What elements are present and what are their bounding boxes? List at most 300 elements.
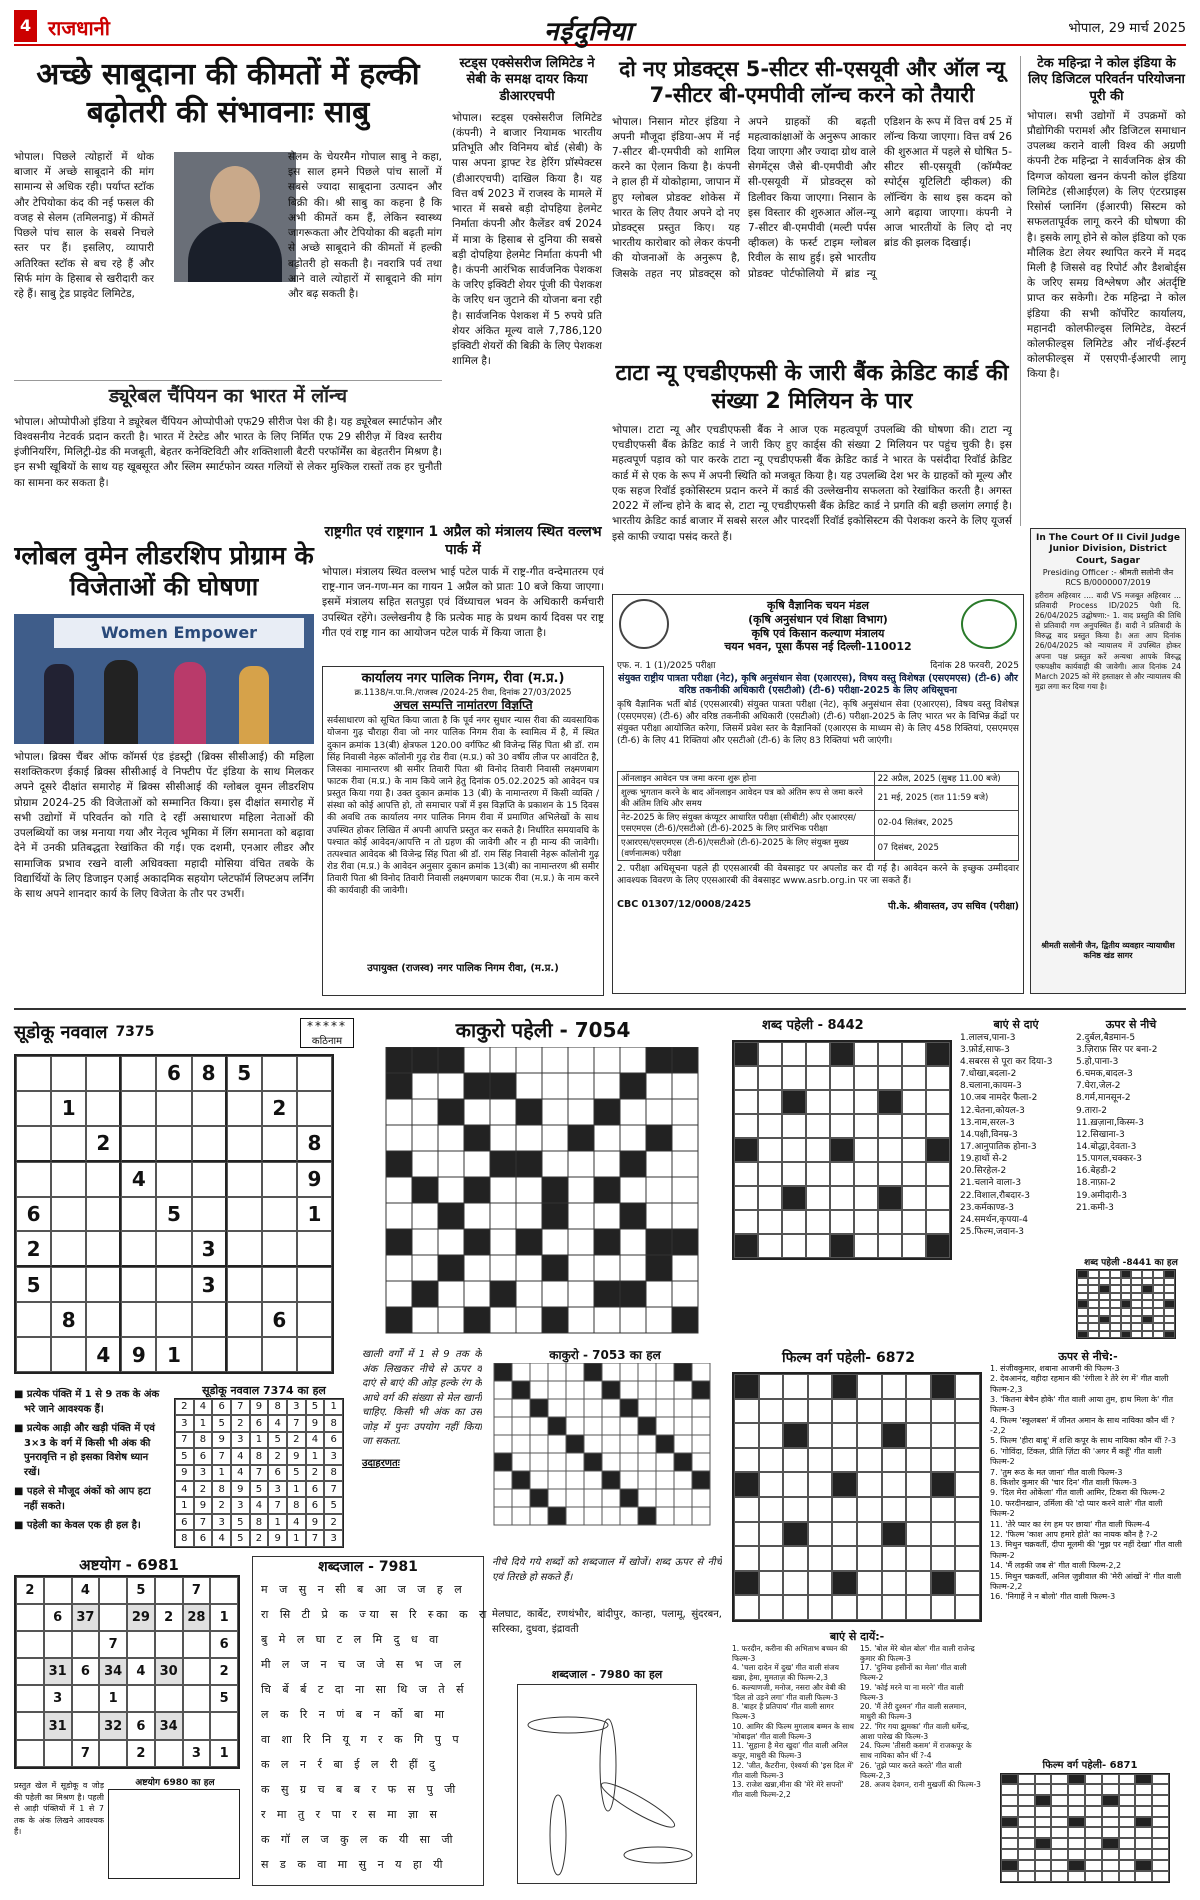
- kakuro-cell: [386, 1281, 412, 1307]
- film-cell: [832, 1399, 857, 1424]
- kakuro-cell: [386, 1125, 412, 1151]
- sudoku-cell: [86, 1056, 121, 1091]
- film-sol-cell: [1068, 1817, 1085, 1828]
- kakuro-cell: [594, 1255, 620, 1281]
- shabdjal-words: मेलघाट, कार्बेट, रणथंभौर, बांदीपुर, कान्हा, पलामू, सुंदरबन, सरिस्का, दुधवा, इंद्रावती: [492, 1609, 722, 1635]
- notice-sign: उपायुक्त (राजस्व) नगर पालिक निगम रीवा, (म.प्र.): [367, 963, 559, 975]
- kakuro-sol-cell: [692, 1363, 710, 1381]
- shabd-sol-cell: [1077, 1323, 1088, 1331]
- film-sol-cell: [1035, 1806, 1052, 1817]
- film-sol-cell: [1102, 1806, 1119, 1817]
- ashtayog-cell: 1: [99, 1685, 127, 1712]
- kakuro-sol-cell: [620, 1453, 638, 1471]
- sudoku-sol-cell: 7: [194, 1514, 213, 1530]
- kakuro-cell: [412, 1307, 438, 1333]
- notice-ref: क्र.1138/न.पा.नि./राजस्व /2024-25 रीवा, दिनांक 27/03/2025: [354, 688, 572, 699]
- film-cell: [882, 1423, 907, 1448]
- film-sol-cell: [1001, 1817, 1018, 1828]
- film-cell: [955, 1546, 980, 1571]
- shabd-sol-cell: [1099, 1270, 1110, 1278]
- sudoku-cell: [227, 1302, 262, 1337]
- film-sol-cell: [1085, 1849, 1102, 1860]
- film-cell: [955, 1522, 980, 1547]
- shabd-sol-cell: [1099, 1316, 1110, 1324]
- kakuro-block: [464, 1229, 490, 1255]
- shabd-cell: [854, 1210, 878, 1234]
- kakuro-block: [438, 1047, 464, 1073]
- film-sol-grid: [1000, 1773, 1170, 1883]
- film-cell: [955, 1423, 980, 1448]
- film-sol-cell: [1119, 1860, 1136, 1871]
- film-cell: [734, 1522, 759, 1547]
- kakuro-cell: [672, 1177, 698, 1203]
- ashtayog-cell: 31: [44, 1712, 72, 1739]
- film-sol-cell: [1001, 1860, 1018, 1871]
- film-cell: [832, 1472, 857, 1497]
- film-sol-cell: [1085, 1784, 1102, 1795]
- clue-item: 10. फरदीनखान, उर्मिला की 'दो प्यार करने वाले' गीत वाली फिल्म-2: [990, 1498, 1163, 1519]
- shabd-sol-cell: [1142, 1285, 1153, 1293]
- film-sol-cell: [1068, 1849, 1085, 1860]
- shabd-sol-cell: [1142, 1278, 1153, 1286]
- sudoku-sol-cell: 3: [194, 1465, 213, 1481]
- clue-item: 19.हाथों से-2: [960, 1154, 1008, 1165]
- kakuro-sol-cell: [584, 1489, 602, 1507]
- film-sol-cell: [1035, 1817, 1052, 1828]
- film-down-clues: [990, 1350, 1186, 1603]
- sudoku-cell: [227, 1267, 262, 1302]
- film-cell: [857, 1571, 882, 1596]
- sudoku-cell: 6: [156, 1056, 191, 1091]
- kakuro-block: [594, 1229, 620, 1255]
- sudoku-cell: [121, 1197, 156, 1232]
- notice-court: [1030, 528, 1186, 994]
- kakuro-cell: [542, 1281, 568, 1307]
- sudoku-cell: 2: [86, 1126, 121, 1162]
- shabd-cell: [758, 1186, 782, 1210]
- shabd-cell: [878, 1138, 902, 1162]
- court-case: RCS B/0000007/2019: [1065, 577, 1151, 587]
- sudoku-cell: [86, 1302, 121, 1337]
- sudoku-sol-cell: 9: [194, 1497, 213, 1513]
- sudoku-cell: [156, 1091, 191, 1126]
- shabd-sol-cell: [1131, 1278, 1142, 1286]
- film-sol-cell: [1085, 1806, 1102, 1817]
- sudoku-sol-cell: 4: [250, 1497, 269, 1513]
- kakuro-sol-cell: [494, 1489, 512, 1507]
- kakuro-sol-cell: [674, 1381, 692, 1399]
- clue-item: 16. 'निगाहें ने न बोलो' गीत वाली फिल्म-3: [990, 1592, 1116, 1602]
- shabd-cell: [782, 1066, 806, 1090]
- shabd-sol-cell: [1131, 1300, 1142, 1308]
- shabd-sol-cell: [1131, 1316, 1142, 1324]
- kakuro-cell: [412, 1151, 438, 1177]
- sudoku-sol-cell: 6: [250, 1415, 269, 1431]
- sudoku-cell: 3: [192, 1267, 227, 1302]
- shabd-cell: [806, 1066, 830, 1090]
- sudoku-cell: 3: [192, 1231, 227, 1267]
- kakuro-cell: [620, 1099, 646, 1125]
- kakuro-sol-cell: [638, 1453, 656, 1471]
- kakuro-cell: [568, 1073, 594, 1099]
- sudoku-cell: [262, 1267, 297, 1302]
- sudoku-sol-cell: 8: [250, 1514, 269, 1530]
- sudoku-sol-cell: 1: [268, 1514, 287, 1530]
- kakuro-sol-cell: [530, 1507, 548, 1525]
- sudoku-cell: [297, 1231, 332, 1267]
- kakuro-cell: [516, 1307, 542, 1333]
- kakuro-sol-cell: [512, 1489, 530, 1507]
- kakuro-block: [594, 1281, 620, 1307]
- kakuro-block: [594, 1177, 620, 1203]
- sabu-body-col1: भोपाल। पिछले त्योहारों में थोक बाजार में अच्छे साबूदाने की मांग सामान्य से अधिक रही। पर्याप्त स्टॉक और टेपियोका कंद की नई फसल की वजह से सेलम (तमिलनाडु) में कीमतें पिछले पांच साल के सबसे निचले स्तर पर हैं। इसलिए, व्यापारी अतिरिक्त स्टॉक से बच रहे हैं और सिर्फ मांग के हिसाब से खरीदारी कर रहे हैं। साबु ट्रेड प्राइवेट लिमिटेड,: [14, 151, 154, 300]
- sudoku-cell: [51, 1126, 86, 1162]
- shabd-cell: [830, 1234, 854, 1258]
- ashtayog-cell: [44, 1631, 72, 1658]
- clue-item: 3.ज़िराफ़ सिर पर बना-2: [1076, 1044, 1158, 1055]
- film-sol-cell: [1018, 1849, 1035, 1860]
- shabd-cell: [734, 1186, 758, 1210]
- kakuro-sol-cell: [566, 1471, 584, 1489]
- film-cell: [906, 1374, 931, 1399]
- shabd-cell: [902, 1066, 926, 1090]
- film-cell: [759, 1423, 784, 1448]
- shabd-cell: [926, 1210, 950, 1234]
- sudoku-sol-cell: 2: [268, 1448, 287, 1464]
- film-cell: [734, 1399, 759, 1424]
- ashtayog-cell: 2: [127, 1740, 155, 1767]
- clue-item: 7.धोखा,बदला-2: [960, 1069, 1017, 1080]
- kakuro-sol-cell: [584, 1363, 602, 1381]
- film-cell: [955, 1399, 980, 1424]
- sudoku-sol-cell: 8: [250, 1448, 269, 1464]
- shabd-cell: [878, 1162, 902, 1186]
- shabd-sol-cell: [1121, 1293, 1132, 1301]
- kakuro-sol-cell: [656, 1435, 674, 1453]
- sudoku-sol-cell: 9: [287, 1448, 306, 1464]
- kakuro-cell: [672, 1281, 698, 1307]
- ashtayog-cell: 2: [155, 1604, 183, 1631]
- sudoku-cell: 5: [227, 1056, 262, 1091]
- clue-item: 20. 'मैं तेरी दुश्मन' गीत वाली सलमान, माधुरी की फिल्म-3: [860, 1702, 967, 1721]
- film-cell: [906, 1423, 931, 1448]
- shabd-sol-cell: [1088, 1316, 1099, 1324]
- sudoku-sol-cell: 9: [250, 1399, 269, 1415]
- clue-item: 8. किशोर कुमार की 'चार दिन' गीत वाली फिल्म-3: [990, 1478, 1137, 1488]
- clue-item: 15.पागल,चक्कर-3: [1076, 1154, 1142, 1165]
- film-cell: [759, 1399, 784, 1424]
- kakuro-sol-cell: [674, 1489, 692, 1507]
- sudoku-cell: [51, 1337, 86, 1372]
- kakuro-sol-cell: [530, 1399, 548, 1417]
- kakuro-block: [568, 1125, 594, 1151]
- clue-item: 5. फिल्म 'हीरा बाबू' में शशि कपूर के साथ नायिका कौन थीं ?-3: [990, 1436, 1177, 1446]
- kakuro-block: [620, 1281, 646, 1307]
- shabd-sol-cell: [1153, 1285, 1164, 1293]
- film-sol-cell: [1102, 1817, 1119, 1828]
- sudoku-cell: [227, 1162, 262, 1197]
- shabd-cell: [830, 1066, 854, 1090]
- clue-item: 23.कर्मकाण्ड-3: [960, 1202, 1014, 1213]
- film-sol-cell: [1085, 1795, 1102, 1806]
- film-cell: [808, 1374, 833, 1399]
- kakuro-grid: [362, 1047, 724, 1337]
- kakuro-sol-cell: [692, 1489, 710, 1507]
- sudoku-cell: [297, 1337, 332, 1372]
- shabd-title: शब्द पहेली - 8442: [762, 1018, 864, 1033]
- kakuro-title: काकुरो पहेली - 7054: [455, 1018, 631, 1042]
- kakuro-cell: [594, 1073, 620, 1099]
- sudoku-sol-cell: 8: [287, 1497, 306, 1513]
- sudoku-cell: [121, 1126, 156, 1162]
- shabd-cell: [758, 1234, 782, 1258]
- table-cell: शुल्क भुगतान करने के बाद ऑनलाइन आवेदन पत्र को अंतिम रूप से जमा करने की अंतिम तिथि और समय: [618, 785, 875, 810]
- ashtayog-cell: [44, 1740, 72, 1767]
- kakuro-sol-cell: [512, 1381, 530, 1399]
- clue-item: 21.कमी-3: [1076, 1202, 1114, 1213]
- film-sol-cell: [1119, 1838, 1136, 1849]
- shabd-cell: [878, 1234, 902, 1258]
- clue-item: 1.लालच,पाना-3: [960, 1032, 1016, 1043]
- shabdjal-row: मी ल ज न च ज जे स भ ज ल: [261, 1657, 466, 1671]
- sudoku-cell: [121, 1302, 156, 1337]
- kakuro-sol-cell: [548, 1453, 566, 1471]
- shabd-sol-cell: [1077, 1270, 1088, 1278]
- shabd-sol-cell: [1077, 1285, 1088, 1293]
- sudoku-sol-cell: 1: [287, 1530, 306, 1546]
- kakuro-sol-cell: [566, 1453, 584, 1471]
- kakuro-sol-cell: [566, 1399, 584, 1417]
- shabd-cell: [806, 1210, 830, 1234]
- ashtayog-cell: [72, 1712, 100, 1739]
- film-left-h: बाएं से दायें:-: [829, 1630, 885, 1643]
- shabd-sol-cell: [1110, 1293, 1121, 1301]
- page-number: 4: [14, 10, 37, 42]
- clue-item: 22.विशाल,रौबदार-3: [960, 1190, 1030, 1201]
- sudoku-sol-cell: 6: [212, 1399, 231, 1415]
- asrb-l4: चयन भवन, पूसा कैंपस नई दिल्ली-110012: [724, 640, 912, 654]
- kakuro-cell: [412, 1125, 438, 1151]
- film-cell: [882, 1497, 907, 1522]
- kakuro-cell: [438, 1281, 464, 1307]
- film-paheli-panel: [732, 1350, 1186, 1890]
- kakuro-sol-cell: [656, 1363, 674, 1381]
- film-sol-cell: [1119, 1806, 1136, 1817]
- sudoku-sol-cell: 3: [324, 1530, 343, 1546]
- shabdjal-panel: [252, 1556, 724, 1886]
- shabd-sol-cell: [1131, 1331, 1142, 1339]
- film-cell: [808, 1571, 833, 1596]
- film-cell: [882, 1472, 907, 1497]
- sudoku-sol-cell: 7: [175, 1432, 194, 1448]
- film-cell: [857, 1374, 882, 1399]
- film-sol-cell: [1119, 1817, 1136, 1828]
- kakuro-sol-cell: [638, 1471, 656, 1489]
- sudoku-cell: [51, 1056, 86, 1091]
- shabd-sol-cell: [1077, 1316, 1088, 1324]
- ashtayog-cell: 4: [72, 1577, 100, 1604]
- sudoku-sol-cell: 8: [194, 1432, 213, 1448]
- sudoku-sol-cell: 8: [175, 1530, 194, 1546]
- sudoku-cell: [86, 1267, 121, 1302]
- sudoku-sol-cell: 6: [306, 1481, 325, 1497]
- film-cell: [759, 1571, 784, 1596]
- notice-asrb: [612, 594, 1024, 994]
- clue-item: 8.गर्म,मानसून-2: [1076, 1093, 1131, 1104]
- clue-item: 24. फिल्म 'तीसरी कसम' में राजकपूर के साथ नायिका कौन थीं ?-4: [860, 1741, 972, 1760]
- sudoku-sol-cell: 5: [324, 1497, 343, 1513]
- clue-item: 13.नाम,सरल-3: [960, 1117, 1015, 1128]
- kakuro-cell: [412, 1229, 438, 1255]
- ashtayog-sol-title: अष्टयोग 6980 का हल: [135, 1778, 215, 1788]
- sudoku-panel: [14, 1018, 354, 1548]
- film-cell: [808, 1497, 833, 1522]
- film-sol-cell: [1102, 1849, 1119, 1860]
- kakuro-block: [516, 1151, 542, 1177]
- film-sol-cell: [1085, 1827, 1102, 1838]
- kakuro-cell: [542, 1073, 568, 1099]
- clue-item: 28. अजय देवगन, रानी मुखर्जी की फिल्म-3: [860, 1780, 981, 1790]
- kakuro-cell: [464, 1203, 490, 1229]
- sudoku-cell: [227, 1091, 262, 1126]
- kakuro-block: [646, 1047, 672, 1073]
- kakuro-cell: [568, 1047, 594, 1073]
- film-cell: [832, 1423, 857, 1448]
- kakuro-block: [646, 1229, 672, 1255]
- kakuro-rules: खाली वर्गों में 1 से 9 तक के अंक लिखकर नीचे से ऊपर व दाएं से बाएं की ओड़ हल्के रंग के आधे वर्ग की संख्या से मेल खानी चाहिए. किसी भी अंक का उस जोड़ में पुनः उपयोग नहीं किया जा सकता.: [362, 1349, 482, 1447]
- shabdjal-sol-title: शब्दजाल - 7980 का हल: [551, 1668, 663, 1681]
- film-sol-cell: [1018, 1784, 1035, 1795]
- sudoku-cell: [16, 1162, 51, 1197]
- sudoku-grid: [14, 1054, 334, 1374]
- kakuro-block: [386, 1307, 412, 1333]
- ashtayog-cell: [99, 1604, 127, 1631]
- kakuro-block: [438, 1203, 464, 1229]
- shabd-sol-cell: [1153, 1316, 1164, 1324]
- shabdjal-sol-grid: [517, 1684, 697, 1884]
- sudoku-cell: [51, 1231, 86, 1267]
- film-sol-cell: [1018, 1860, 1035, 1871]
- kakuro-cell: [516, 1073, 542, 1099]
- shabd-cell: [806, 1162, 830, 1186]
- shabd-sol-cell: [1121, 1331, 1132, 1339]
- shabd-cell: [902, 1186, 926, 1210]
- film-cell: [955, 1571, 980, 1596]
- kakuro-block: [516, 1229, 542, 1255]
- sudoku-cell: [86, 1162, 121, 1197]
- kakuro-sol-cell: [512, 1399, 530, 1417]
- ashtayog-cell: 2: [210, 1658, 238, 1685]
- body: भोपाल। निसान मोटर इंडिया ने अपनी मौजूदा इंडिया-अप में नई 7-सीटर बी-एमपीवी को शामिल करने का ऐलान किया है। कंपनी ने हाल ही में योकोहामा, जापान में हुए ग्लोबल प्रोडक्ट शोकेस में भारत के लिए तैयार अपने दो नए प्रोडक्ट्स प्रस्तुत किए। यह भारतीय कारोबार को लेकर कंपनी की योजनाओं के अनुरूप है, जिसके तहत नए प्रोडक्ट्स को अपने ग्राहकों की बढ़ती महत्वाकांक्षाओं के अनुरूप आकार दिया जाएगा और ज्यादा ग्रोथ वाले सेगमेंट्स जैसे बी-एमपीवी और सी-एसयूवी में प्रोडक्ट्स को डिलीवर किया जाएगा। निसान के इस विस्तार की शुरुआत ऑल-न्यू 7-सीटर बी-एमपीवी (मल्टी पर्पस व्हीकल) के फर्स्ट टाइम ग्लोबल रिवील के साथ हुई। इसे भारतीय प्रोडक्ट पोर्टफोलियो में ब्रांड न्यू एडिशन के रूप में वित्त वर्ष 25 में लॉन्च किया जाएगा। वित्त वर्ष 26 की शुरुआत में पहले से घोषित 5-सीटर सी-एसयूवी (कॉम्पैक्ट स्पोर्ट्स यूटिलिटी व्हीकल) की लॉन्चिंग के साथ इस कदम को आगे बढ़ाया जाएगा। कंपनी ने आज भारतीयों के लिए दो नए ब्रांड की झलक दिखाई।: [612, 115, 1012, 280]
- kakuro-panel: [362, 1018, 724, 1618]
- kakuro-block: [594, 1099, 620, 1125]
- film-cell: [734, 1423, 759, 1448]
- kakuro-sol-cell: [656, 1417, 674, 1435]
- kakuro-cell: [542, 1099, 568, 1125]
- kakuro-sol-cell: [530, 1453, 548, 1471]
- sudoku-cell: [121, 1231, 156, 1267]
- sudoku-cell: 1: [297, 1197, 332, 1232]
- film-cell: [906, 1472, 931, 1497]
- kakuro-cell: [646, 1151, 672, 1177]
- shabd-left-h: बाएं से दाएं: [993, 1018, 1039, 1031]
- sudoku-sol-cell: 9: [306, 1415, 325, 1431]
- ashtayog-cell: [155, 1631, 183, 1658]
- sudoku-cell: 6: [16, 1197, 51, 1232]
- film-sol-cell: [1119, 1784, 1136, 1795]
- clue-item: 10.जब नामदेर फैला-2: [960, 1093, 1038, 1104]
- film-cell: [882, 1546, 907, 1571]
- kakuro-cell: [620, 1307, 646, 1333]
- kakuro-sol-cell: [548, 1363, 566, 1381]
- sudoku-rule: ■ पहले से मौजूद अंकों को आप हटा नहीं सकते।: [14, 1486, 151, 1512]
- sudoku-cell: 4: [121, 1162, 156, 1197]
- film-sol-cell: [1068, 1774, 1085, 1785]
- kakuro-cell: [464, 1255, 490, 1281]
- court-sign: श्रीमती सलोनी जैन, द्वितीय व्यवहार न्यायाधीश कनिष्ठ खंड सागर: [1041, 940, 1175, 960]
- film-sol-cell: [1035, 1827, 1052, 1838]
- kakuro-sol-cell: [602, 1399, 620, 1417]
- kakuro-sol-cell: [566, 1363, 584, 1381]
- kakuro-block: [464, 1073, 490, 1099]
- sudoku-cell: 9: [121, 1337, 156, 1372]
- film-sol-cell: [1051, 1806, 1068, 1817]
- kakuro-sol-cell: [584, 1435, 602, 1453]
- dateline: भोपाल, 29 मार्च 2025: [1068, 21, 1186, 36]
- film-sol-cell: [1135, 1817, 1152, 1828]
- table-cell: एआरएस/एसएमएस (टी-6)/एसटीओ (टी-6)-2025 के लिए संयुक्त मुख्य (वर्णनात्मक) परीक्षा: [618, 835, 875, 860]
- clue-item: 6. कल्याणजी, मनोज, नसरा और वेबी की 'दिल तो उड़ने लगा' गीत वाली फिल्म-3: [732, 1682, 846, 1702]
- ashtayog-cell: [16, 1685, 44, 1712]
- sudoku-sol-cell: 6: [306, 1497, 325, 1513]
- kakuro-sol-cell: [566, 1381, 584, 1399]
- sudoku-sol-cell: 5: [306, 1399, 325, 1415]
- shabd-cell: [782, 1210, 806, 1234]
- shabd-sol-cell: [1088, 1285, 1099, 1293]
- clue-item: 14.बोद्धा,देवता-3: [1076, 1142, 1137, 1153]
- film-cell: [906, 1448, 931, 1473]
- ashtayog-cell: 28: [183, 1604, 211, 1631]
- shabd-sol-cell: [1088, 1323, 1099, 1331]
- kakuro-cell: [646, 1203, 672, 1229]
- kakuro-sol-cell: [638, 1399, 656, 1417]
- kakuro-block: [386, 1151, 412, 1177]
- shabd-sol-cell: [1110, 1278, 1121, 1286]
- shabd-sol-cell: [1121, 1308, 1132, 1316]
- kakuro-block: [542, 1203, 568, 1229]
- table-cell: 07 दिसंबर, 2025: [874, 835, 1018, 860]
- shabd-sol-cell: [1164, 1300, 1175, 1308]
- film-cell: [832, 1448, 857, 1473]
- kakuro-block: [386, 1073, 412, 1099]
- sudoku-cell: [262, 1126, 297, 1162]
- sudoku-sol-cell: 7: [324, 1481, 343, 1497]
- sudoku-no: 7375: [115, 1024, 155, 1041]
- sudoku-cell: [156, 1126, 191, 1162]
- kakuro-sol-cell: [620, 1417, 638, 1435]
- ashtayog-cell: [183, 1685, 211, 1712]
- sudoku-rule: ■ प्रत्येक आड़ी और खड़ी पंक्ति में एवं 3×3 के वर्ग में किसी भी अंक की पुनरावृत्ति न हो इसका विशेष ध्यान रखें।: [14, 1423, 155, 1478]
- shabd-cell: [854, 1090, 878, 1114]
- kakuro-sol-cell: [656, 1453, 674, 1471]
- sudoku-cell: [16, 1126, 51, 1162]
- kakuro-sol-cell: [584, 1471, 602, 1489]
- film-solution: [1000, 1760, 1180, 1883]
- clue-item: 2. देवआनंद, वहीदा रहमान की 'रंगीला रे तेरे रंग में' गीत वाली फिल्म-2,3: [990, 1374, 1169, 1394]
- shabdjal-sol-marks: [518, 1685, 698, 1885]
- kakuro-sol-cell: [602, 1453, 620, 1471]
- ashtayog-cell: [183, 1631, 211, 1658]
